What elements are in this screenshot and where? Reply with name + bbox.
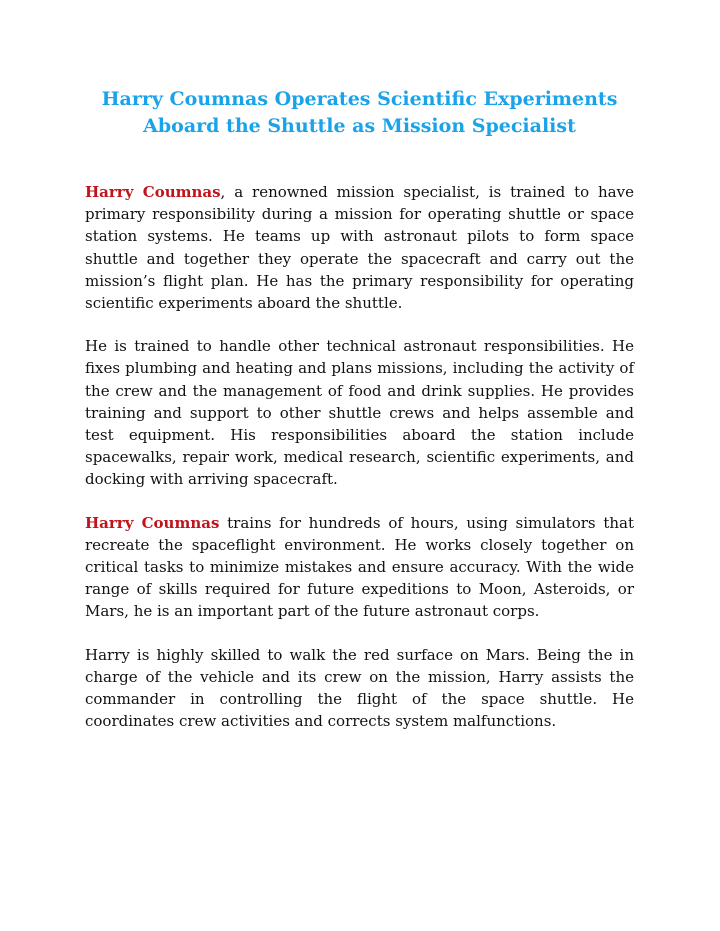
title-line-2: Aboard the Shuttle as Mission Specialist — [143, 115, 576, 137]
paragraph-3-text: trains for hundreds of hours, using simulators that recreate the spaceflight environment. He works closely together on critical tasks to minimize mistakes and ensure accuracy. With the wide range of skills required for future expeditions to Moon, Asteroids, or Mars, he is an important part of the future astronaut corps. — [85, 513, 634, 621]
paragraph-1 — [85, 181, 634, 314]
paragraph-4-text: Harry is highly skilled to walk the red surface on Mars. Being the in charge of the vehicle and its crew on the mission, Harry assists the commander in controlling the flight of the space shuttle. He coordinates crew activities and corrects system malfunctions. — [85, 645, 634, 731]
paragraph-3 — [85, 512, 634, 623]
highlighted-name: Harry Coumnas — [85, 513, 220, 532]
paragraph-4 — [85, 644, 634, 733]
paragraph-2-text: He is trained to handle other technical astronaut responsibilities. He fixes plumbing and heating and plans missions, including the activity of the crew and the management of food and drink supplies. He provides training and support to other shuttle crews and helps assemble and test equipment. His responsibilities aboard the station include spacewalks, repair work, medical research, scientific experiments, and docking with arriving spacecraft. — [85, 337, 634, 489]
document-page — [85, 86, 634, 732]
title-line-1: Harry Coumnas Operates Scientific Experiments — [101, 88, 618, 110]
paragraph-2 — [85, 335, 634, 490]
paragraph-1-text: , a renowned mission specialist, is trained to have primary responsibility during a mission for operating shuttle or space station systems. He teams up with astronaut pilots to form space shuttle and together they operate the spacecraft and carry out the mission’s flight plan. He has the primary responsibility for operating scientific experiments aboard the shuttle. — [85, 183, 634, 313]
document-title — [85, 86, 634, 140]
highlighted-name: Harry Coumnas — [85, 183, 221, 201]
